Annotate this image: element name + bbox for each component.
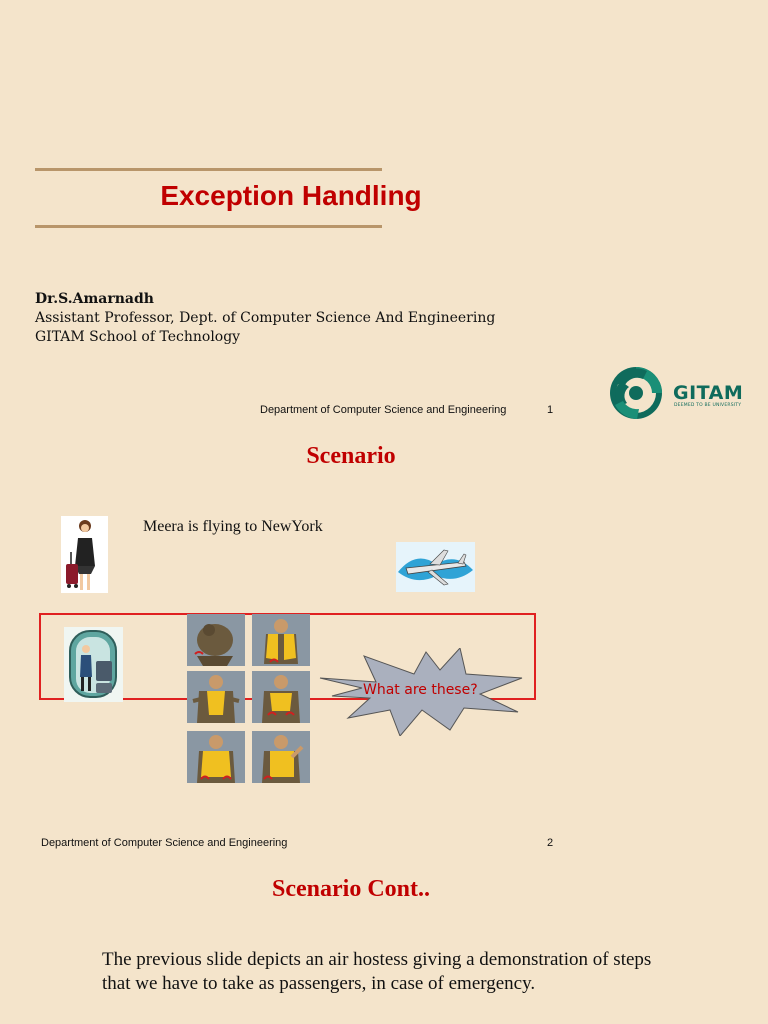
title-rule-bottom — [35, 225, 382, 228]
callout-starburst — [318, 648, 524, 736]
slide2-title: Scenario — [306, 443, 396, 469]
safety-step-5 — [187, 731, 245, 783]
author-name: Dr.S.Amarnadh — [35, 291, 154, 307]
life-vest-icon — [187, 731, 245, 783]
gitam-logo — [607, 363, 747, 423]
title-rule-top — [35, 168, 382, 171]
passenger-brace-icon — [187, 614, 245, 666]
airplane-clipart — [396, 542, 475, 592]
author-block — [35, 290, 495, 347]
slide1-page-number: 1 — [547, 404, 554, 416]
slide3-paragraph — [102, 948, 651, 996]
air-hostess-clipart — [64, 627, 123, 702]
air-hostess-icon — [64, 627, 123, 702]
safety-step-2 — [252, 614, 310, 666]
scenario-caption: Meera is flying to NewYork — [143, 518, 323, 535]
life-vest-icon — [187, 671, 245, 723]
safety-step-3 — [187, 671, 245, 723]
slide2-page-number: 2 — [547, 837, 554, 849]
life-vest-icon — [252, 731, 310, 783]
traveler-clipart — [61, 516, 108, 593]
slide1-title: Exception Handling — [160, 180, 422, 211]
author-school: GITAM School of Technology — [35, 329, 241, 345]
life-vest-icon — [252, 614, 310, 666]
gitam-logo-subtext: DEEMED TO BE UNIVERSITY — [674, 403, 742, 408]
woman-with-suitcase-icon — [61, 516, 108, 593]
life-vest-icon — [252, 671, 310, 723]
callout-text: What are these? — [363, 682, 478, 698]
paragraph-line-2: that we have to take as passengers, in case of emergency. — [102, 973, 536, 994]
gitam-swirl-icon — [607, 363, 667, 423]
safety-step-4 — [252, 671, 310, 723]
paragraph-line-1: The previous slide depicts an air hostess giving a demonstration of steps — [102, 949, 652, 970]
author-role: Assistant Professor, Dept. of Computer Science And Engineering — [35, 310, 496, 326]
gitam-logo-text: GITAM — [673, 382, 744, 404]
slide2-footer-dept: Department of Computer Science and Engineering — [41, 837, 288, 849]
slide1-footer-dept: Department of Computer Science and Engineering — [260, 404, 507, 416]
safety-step-6 — [252, 731, 310, 783]
airplane-icon — [396, 542, 475, 592]
safety-step-1 — [187, 614, 245, 666]
slide3-title: Scenario Cont.. — [272, 876, 430, 902]
